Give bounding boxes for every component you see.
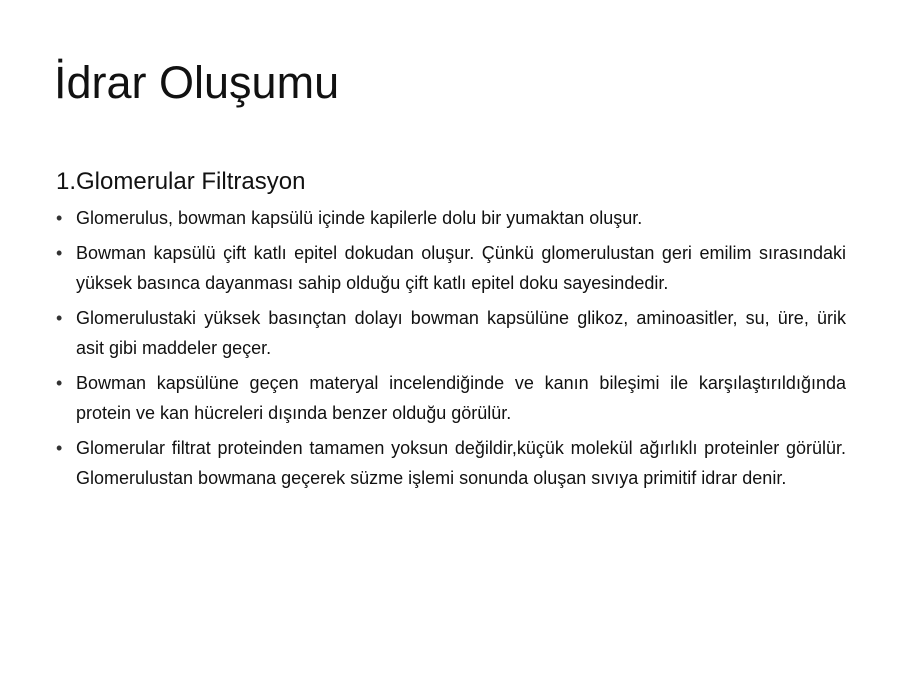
section-heading: 1.Glomerular Filtrasyon bbox=[56, 168, 306, 195]
bullet-dot-icon: • bbox=[56, 308, 63, 329]
bullet-text: Glomerulus, bowman kapsülü içinde kapilerle dolu bir yumaktan oluşur. bbox=[76, 208, 643, 229]
bullet-text: Bowman kapsülüne geçen materyal incelendiğinde ve kanın bileşimi ile karşılaştırıldığında protein ve kan hücreleri dışında benzer olduğu görülür. bbox=[76, 373, 846, 424]
bullet-text: Bowman kapsülü çift katlı epitel dokudan oluşur. Çünkü glomerulustan geri emilim sırasındaki yüksek basınca dayanması sahip olduğu çift katlı epitel doku sayesindedir. bbox=[76, 243, 846, 294]
slide-content bbox=[56, 166, 846, 498]
bullet-item bbox=[56, 368, 846, 428]
bullet-dot-icon: • bbox=[56, 438, 63, 459]
bullet-item bbox=[56, 433, 846, 493]
bullet-list bbox=[56, 203, 846, 493]
slide-title: İdrar Oluşumu bbox=[54, 57, 340, 108]
bullet-dot-icon: • bbox=[56, 373, 63, 394]
bullet-item bbox=[56, 203, 846, 233]
bullet-text: Glomerular filtrat proteinden tamamen yoksun değildir,küçük molekül ağırlıklı proteinler görülür. Glomerulustan bowmana geçerek süzme işlemi sonunda oluşan sıvıya primitif idrar denir. bbox=[76, 438, 846, 489]
bullet-text: Glomerulustaki yüksek basınçtan dolayı bowman kapsülüne glikoz, aminoasitler, su, üre, ürik asit gibi maddeler geçer. bbox=[76, 308, 846, 359]
bullet-dot-icon: • bbox=[56, 243, 63, 264]
bullet-item bbox=[56, 238, 846, 298]
bullet-item bbox=[56, 303, 846, 363]
bullet-dot-icon: • bbox=[56, 208, 63, 229]
